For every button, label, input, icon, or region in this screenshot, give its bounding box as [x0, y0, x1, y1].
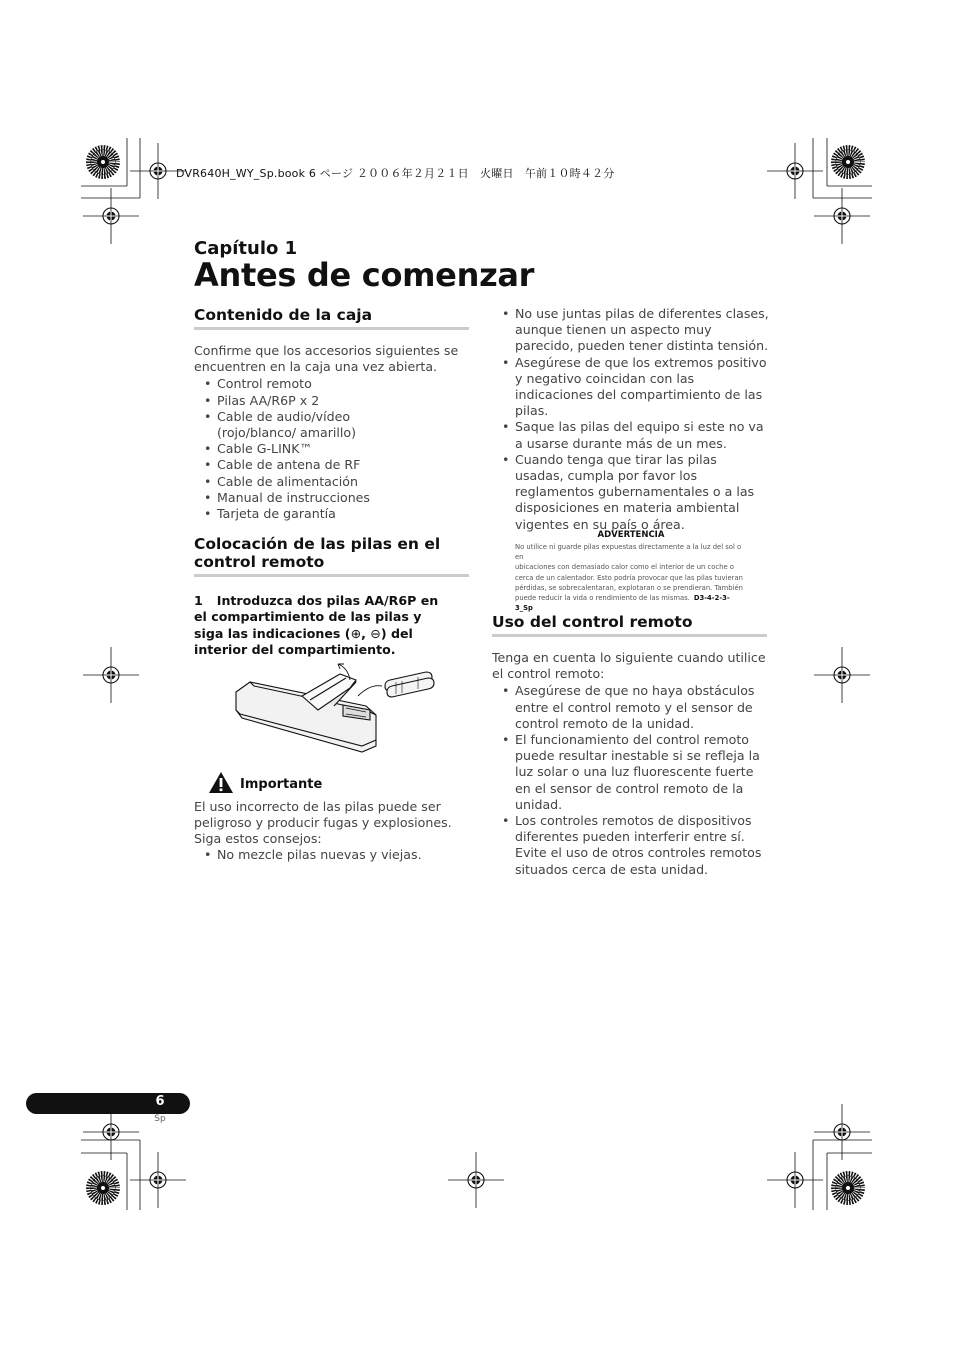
important-text: El uso incorrecto de las pilas puede ser peligroso y producir fugas y explosiones. Siga estos consejos:	[194, 799, 452, 847]
list-item: • Cable de antena de RF	[194, 457, 469, 473]
warning-line: pérdidas, se sobrecalentaran, explotaran o se prendieran. También	[515, 583, 743, 592]
box-contents-list	[194, 376, 469, 522]
battery-tips-right	[492, 306, 769, 533]
list-item: • Asegúrese de que no haya obstáculos entre el control remoto y el sensor de control remoto de la unidad.	[492, 683, 767, 732]
list-item: • Los controles remotos de dispositivos diferentes pueden interferir entre sí. Evite el uso de otros controles remotos situados cerca de esta unidad.	[492, 813, 767, 878]
list-item: • Manual de instrucciones	[194, 490, 469, 506]
remote-use-intro: Tenga en cuenta lo siguiente cuando utilice el control remoto:	[492, 650, 766, 682]
warning-line: puede reducir la vida o rendimiento de las mismas.	[515, 594, 690, 603]
battery-step-1	[194, 593, 469, 658]
list-item: • No mezcle pilas nuevas y viejas.	[194, 847, 469, 863]
warning-line: No utilice ni guarde pilas expuestas directamente a la luz del sol o en	[515, 543, 742, 562]
remote-use-section	[492, 613, 767, 878]
remote-battery-illustration	[230, 660, 440, 756]
list-item: • Cable G-LINK™	[194, 441, 469, 457]
list-item: • Tarjeta de garantía	[194, 506, 469, 522]
step-number: 1	[194, 593, 203, 609]
caution-triangle-icon	[208, 771, 234, 794]
batteries-heading: Colocación de las pilas en el control remoto	[194, 535, 469, 577]
list-item: • No use juntas pilas de diferentes clases, aunque tienen un aspecto muy parecido, pueden tener distinta tensión.	[492, 306, 769, 355]
plus-symbol: ⊕	[350, 625, 362, 641]
list-item: • Asegúrese de que los extremos positivo y negativo coincidan con las indicaciones del compartimiento de las pilas.	[492, 355, 769, 420]
remote-use-heading: Uso del control remoto	[492, 613, 767, 637]
box-contents-heading: Contenido de la caja	[194, 306, 469, 330]
warning-box	[515, 530, 747, 613]
list-item: • Cable de audio/vídeo (rojo/blanco/ amarillo)	[194, 409, 469, 441]
list-item: • Cable de alimentación	[194, 474, 469, 490]
symbol-separator: ,	[361, 625, 371, 641]
page-language: Sp	[154, 1114, 166, 1124]
important-label: Importante	[240, 777, 323, 792]
page-title: Antes de comenzar	[194, 256, 535, 294]
minus-symbol: ⊖	[370, 625, 381, 641]
left-column	[194, 306, 469, 658]
list-item: • Pilas AA/R6P x 2	[194, 393, 469, 409]
book-header-line: DVR640H_WY_Sp.book 6 ページ ２００６年２月２１日 火曜日 午前１０時４２分	[176, 167, 615, 180]
list-item: • El funcionamiento del control remoto puede resultar inestable si se refleja la luz solar o una luz fluorescente fuerte en el sensor de control remoto de la unidad.	[492, 732, 767, 813]
remote-use-list	[492, 683, 767, 877]
list-item: • Control remoto	[194, 376, 469, 392]
page-number: 6	[155, 1094, 165, 1109]
chapter-label: Capítulo 1	[194, 238, 298, 259]
warning-title: ADVERTENCIA	[597, 530, 665, 540]
battery-tips-left	[194, 847, 469, 863]
warning-line: cerca de un calentador. Esto podría provocar que las pilas tuvieran	[515, 573, 743, 582]
list-item: • Saque las pilas del equipo si este no va a usarse durante más de un mes.	[492, 419, 769, 451]
warning-code: D3-4-2-3-3_Sp	[515, 594, 730, 613]
warning-line: ubicaciones con demasiado calor como el interior de un coche o	[515, 563, 734, 572]
step-text-after: ) del interior del compartimiento.	[194, 625, 413, 657]
step-text-before: Introduzca dos pilas AA/R6P en el compartimiento de las pilas y siga las indicaciones (	[194, 593, 439, 641]
box-contents-intro: Confirme que los accesorios siguientes se encuentren en la caja una vez abierta.	[194, 343, 459, 375]
list-item: • Cuando tenga que tirar las pilas usadas, cumpla por favor los reglamentos gubernamentales o a las disposiciones en materia ambiental vigentes en su país o área.	[492, 452, 769, 533]
warning-body	[515, 542, 747, 613]
